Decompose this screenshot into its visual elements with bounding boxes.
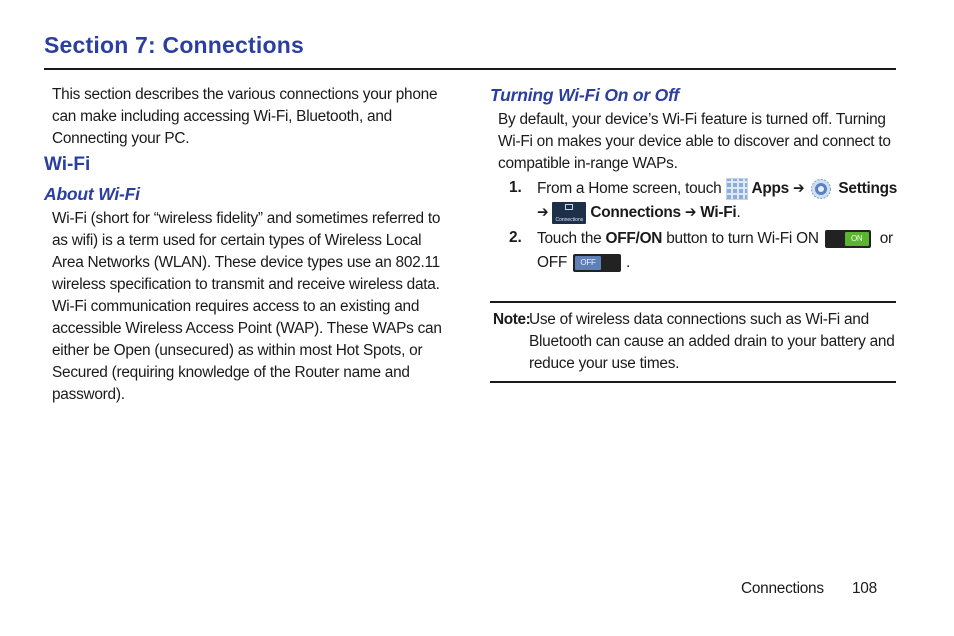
step-1 [490,177,900,225]
settings-gear-icon [810,178,832,200]
connections-label: Connections [590,204,681,221]
left-column [44,84,454,406]
step-text: From a Home screen, touch Apps ➔ Settings ➔ Connections Connections ➔ Wi-Fi. [537,177,900,225]
note-text: Use of wireless data connections such as Wi-Fi and Bluetooth can cause an added drain to your battery and reduce your use times. [529,311,895,372]
apps-grid-icon [726,178,748,200]
page-title: Section 7: Connections [44,32,304,58]
turning-wifi-heading: Turning Wi-Fi On or Off [490,85,680,105]
connections-glyph-icon [565,204,573,210]
toggle-on-icon: ON [825,230,871,248]
right-column [490,84,900,383]
apps-label: Apps [751,180,789,197]
arrow-icon: ➔ [537,204,549,221]
wifi-label: Wi-Fi [700,204,737,221]
step-number: 1. [509,179,522,196]
footer-section-name: Connections [741,580,824,597]
step-2 [490,227,900,275]
footer-page-number: 108 [852,580,877,597]
arrow-icon: ➔ [684,204,697,221]
step-text: Touch the OFF/ON button to turn Wi-Fi ON ON or OFF OFF . [537,230,893,271]
settings-label: Settings [838,180,898,197]
about-wifi-paragraph: Wi-Fi (short for “wireless fidelity” and sometimes referred to as wifi) is a term used for certain types of Wireless Local Area Networks (WLAN). These device types use an 802.11 wireless specification to transmit and receive wireless data. Wi-Fi communication requires access to an existing and accessible Wireless Access Point (WAP). These WAPs can either be Open (unsecured) as within most Hot Spots, or Secured (requiring knowledge of the Router name and password). [52,210,442,403]
note-label: Note: [493,311,531,328]
wifi-heading: Wi-Fi [44,154,91,175]
onoff-label: OFF/ON [605,230,663,247]
connections-tab-icon: Connections [552,202,586,224]
title-divider [44,68,896,70]
toggle-off-icon: OFF [573,254,621,272]
intro-paragraph: This section describes the various connections your phone can make including accessing Wi-Fi, Bluetooth, and Connecting your PC. [52,86,438,147]
step-number: 2. [509,229,522,246]
turning-wifi-paragraph: By default, your device’s Wi-Fi feature is turned off. Turning Wi-Fi on makes your device able to discover and connect to compatible in-range WAPs. [498,111,891,172]
about-wifi-heading: About Wi-Fi [44,184,140,204]
arrow-icon: ➔ [793,180,805,197]
note-box [490,301,896,383]
